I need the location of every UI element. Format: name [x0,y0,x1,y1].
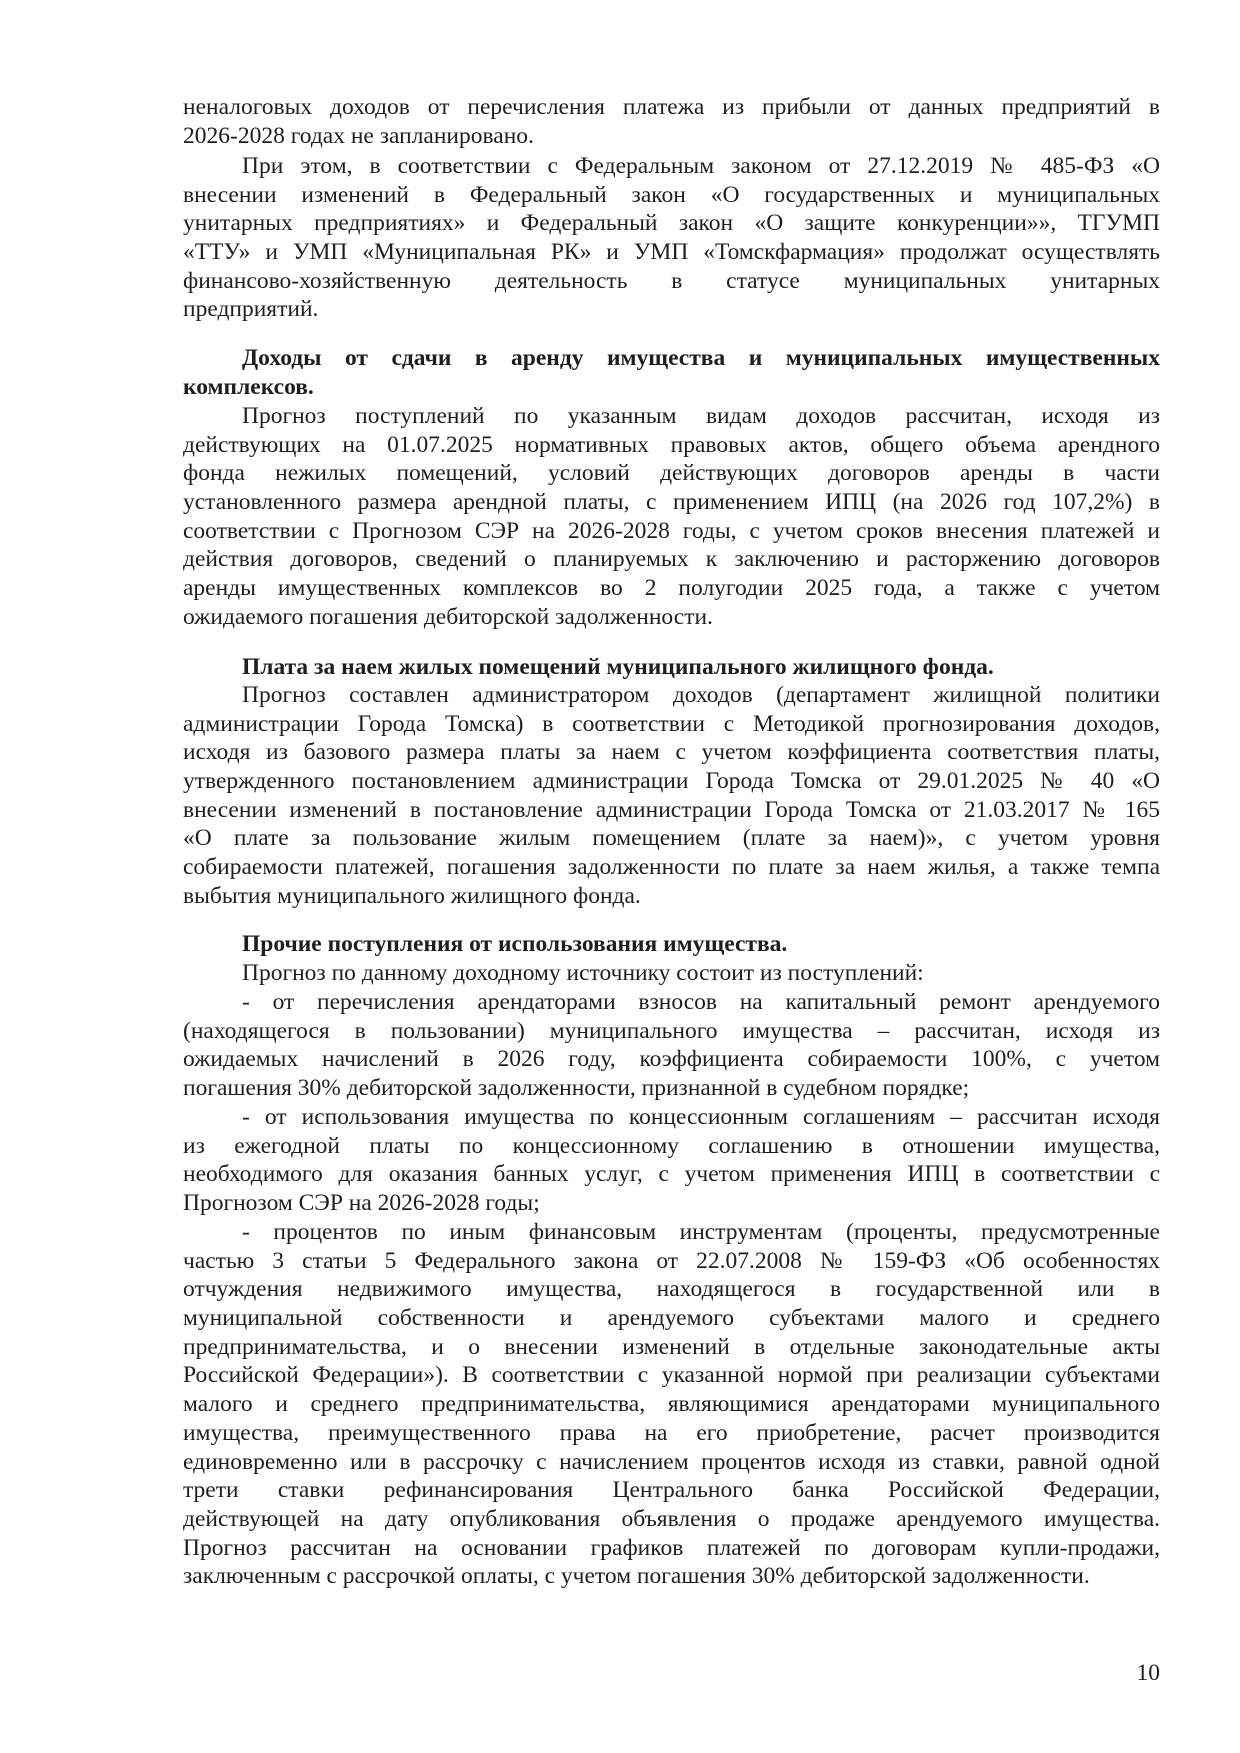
text-line: предприятий. [183,296,319,323]
text-line: При этом, в соответствии с Федеральным законом от 27.12.2019 № 485-ФЗ «О [242,153,1160,179]
text-line: имущества, преимущественного права на его приобретение, расчет производится [183,1419,1160,1446]
text-line: малого и среднего предпринимательства, являющимися арендаторами муниципального [183,1391,1160,1418]
text-line: из ежегодной платы по концессионному соглашению в отношении имущества, [183,1132,1160,1159]
page-number: 10 [1136,1660,1160,1686]
text-line: установленного размера арендной платы, с применением ИПЦ (на 2026 год 107,2%) в [183,489,1160,516]
text-line: утвержденного постановлением администрации Города Томска от 29.01.2025 № 40 «О [183,768,1160,795]
text-line: фонда нежилых помещений, условий действующих договоров аренды в части [183,460,1160,487]
text-line: комплексов. [183,373,314,400]
text-line: Доходы от сдачи в аренду имущества и муниципальных имущественных [242,345,1160,371]
text-line: Прогноз поступлений по указанным видам доходов рассчитан, исходя из [242,403,1160,429]
text-line: администрации Города Томска) в соответствии с Методикой прогнозирования доходов, [183,710,1160,737]
text-line: (находящегося в пользовании) муниципального имущества – рассчитан, исходя из [183,1017,1160,1044]
paragraph [183,93,1160,150]
text-line: отчуждения недвижимого имущества, находящегося в государственной или в [183,1276,1160,1303]
text-line: предпринимательства, и о внесении изменений в отдельные законодательные акты [183,1333,1160,1360]
text-line: «ТТУ» и УМП «Муниципальная РК» и УМП «Томскфармация» продолжат осуществлять [183,239,1160,266]
text-line: Прочие поступления от использования имущества. [242,931,788,957]
paragraph [183,1218,1160,1591]
text-line: - от использования имущества по концессионным соглашениям – рассчитан исходя [242,1104,1160,1130]
text-line: - процентов по иным финансовым инструментам (проценты, предусмотренные [242,1219,1160,1245]
text-line: Прогноз составлен администратором доходов (департамент жилищной политики [242,682,1160,708]
text-line: внесении изменений в Федеральный закон «О государственных и муниципальных [183,181,1160,208]
paragraph [183,988,1160,1103]
text-line: действующей на дату опубликования объявления о продаже арендуемого имущества. [183,1505,1160,1532]
text-line: соответствии с Прогнозом СЭР на 2026-2028 годы, с учетом сроков внесения платежей и [183,517,1160,544]
section-heading [183,930,1160,959]
paragraph [183,402,1160,632]
text-line: заключенным с рассрочкой оплаты, с учетом погашения 30% дебиторской задолженности. [183,1563,1090,1590]
text-line: муниципальной собственности и арендуемого субъектами малого и среднего [183,1305,1160,1332]
section-heading [183,344,1160,401]
text-line: единовременно или в рассрочку с начислением процентов исходя из ставки, равной одной [183,1448,1160,1475]
text-line: неналоговых доходов от перечисления платежа из прибыли от данных предприятий в [183,94,1160,120]
text-line: действия договоров, сведений о планируемых к заключению и расторжению договоров [183,546,1160,573]
text-line: необходимого для оказания банных услуг, с учетом применения ИПЦ в соответствии с [183,1161,1160,1188]
text-line: Плата за наем жилых помещений муниципального жилищного фонда. [242,654,994,680]
text-line: Прогноз по данному доходному источнику состоит из поступлений: [242,960,924,986]
section-heading [183,653,1160,682]
text-line: финансово-хозяйственную деятельность в статусе муниципальных унитарных [183,267,1160,294]
text-line: ожидаемых начислений в 2026 году, коэффициента собираемости 100%, с учетом [183,1046,1160,1073]
text-line: - от перечисления арендаторами взносов на капитальный ремонт арендуемого [242,989,1160,1015]
text-line: «О плате за пользование жилым помещением (плате за наем)», с учетом уровня [183,825,1160,852]
text-line: внесении изменений в постановление администрации Города Томска от 21.03.2017 № 165 [183,796,1160,823]
paragraph [183,959,1160,988]
text-line: аренды имущественных комплексов во 2 полугодии 2025 года, а также с учетом [183,575,1160,602]
text-line: Российской Федерации»). В соответствии с указанной нормой при реализации субъектами [183,1362,1160,1389]
text-line: Прогноз рассчитан на основании графиков платежей по договорам купли-продажи, [183,1534,1160,1561]
text-line: собираемости платежей, погашения задолженности по плате за наем жилья, а также темпа [183,854,1160,881]
text-line: унитарных предприятиях» и Федеральный закон «О защите конкуренции»», ТГУМП [183,210,1160,237]
text-line: исходя из базового размера платы за наем с учетом коэффициента соответствия платы, [183,739,1160,766]
text-line: погашения 30% дебиторской задолженности, признанной в судебном порядке; [183,1075,970,1102]
text-line: частью 3 статьи 5 Федерального закона от 22.07.2008 № 159-ФЗ «Об особенностях [183,1247,1160,1274]
text-line: ожидаемого погашения дебиторской задолженности. [183,603,713,630]
paragraph [183,681,1160,911]
paragraph [183,152,1160,324]
text-line: выбытия муниципального жилищного фонда. [183,882,641,909]
text-line: Прогнозом СЭР на 2026-2028 годы; [183,1190,540,1217]
text-line: 2026-2028 годах не запланировано. [183,122,534,149]
text-line: трети ставки рефинансирования Центрального банка Российской Федерации, [183,1477,1160,1504]
text-line: действующих на 01.07.2025 нормативных правовых актов, общего объема арендного [183,431,1160,458]
paragraph [183,1103,1160,1218]
